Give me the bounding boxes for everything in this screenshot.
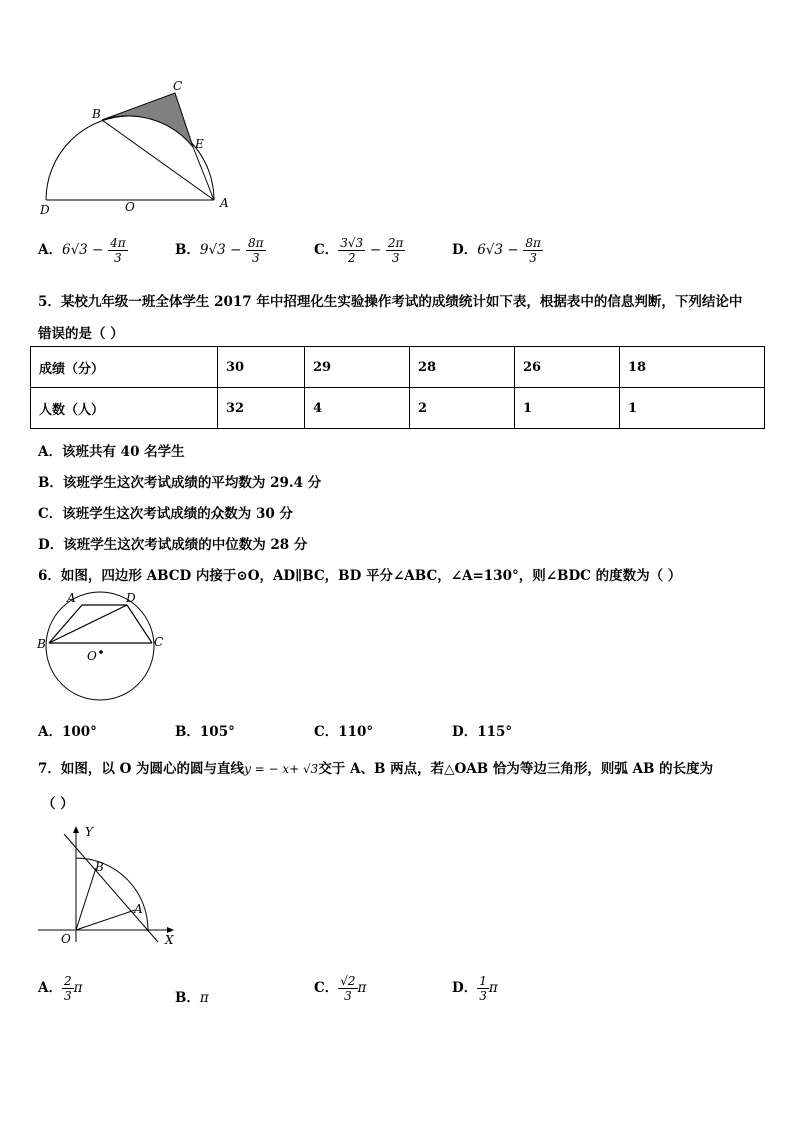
segment-OB xyxy=(76,868,96,930)
q5-option-a[interactable]: A．该班共有 40 名学生 xyxy=(38,444,185,460)
label-O: O xyxy=(87,649,97,663)
q7-option-d[interactable]: D． $\frac{1}{3}$ π xyxy=(452,974,498,1003)
y-axis-arrow xyxy=(73,826,79,833)
q4-option-d[interactable]: D．6√3 − $\frac{8\pi}{3}$ xyxy=(452,236,541,265)
table-cell: 29 xyxy=(305,347,410,388)
q6-stem: 6．如图，四边形 ABCD 内接于⊙O，AD∥BC，BD 平分∠ABC，∠A=130°，则∠BDC 的度数为（ ） xyxy=(38,568,682,584)
q5-stem-line2: 错误的是（ ） xyxy=(38,326,124,342)
q7-equation: y = − x+ √3 xyxy=(244,762,319,776)
label-B: B xyxy=(95,860,104,874)
q5-option-c[interactable]: C．该班学生这次考试成绩的众数为 30 分 xyxy=(38,506,293,522)
table-cell: 26 xyxy=(515,347,620,388)
semicircle-arc xyxy=(46,116,214,200)
q5-option-b[interactable]: B．该班学生这次考试成绩的平均数为 29.4 分 xyxy=(38,475,322,491)
segment-BD xyxy=(49,605,127,643)
q6-option-d[interactable]: D．115° xyxy=(452,724,513,740)
grades-table xyxy=(30,346,765,429)
label-B: B xyxy=(92,107,101,121)
table-cell: 30 xyxy=(218,347,305,388)
q6-figure xyxy=(34,588,174,710)
label-C: C xyxy=(154,635,164,649)
table-cell: 2 xyxy=(410,388,515,429)
label-D: D xyxy=(40,203,50,217)
table-cell: 18 xyxy=(620,347,765,388)
q7-stem-post: 交于 A、B 两点，若△OAB 恰为等边三角形，则弧 AB 的长度为 xyxy=(318,761,714,777)
segment-OA xyxy=(76,910,135,930)
table-cell: 1 xyxy=(620,388,765,429)
center-dot xyxy=(99,650,103,654)
segment-AB xyxy=(49,605,82,643)
label-O: O xyxy=(125,200,135,214)
segment-DC xyxy=(127,605,152,643)
q5-stem-line1: 5．某校九年级一班全体学生 2017 年中招理化生实验操作考试的成绩统计如下表，根据表中的信息判断，下列结论中 xyxy=(38,294,743,310)
q4-option-c[interactable]: C． $\frac{3√3}{2}$ − $\frac{2\pi}{3}$ xyxy=(314,236,404,265)
q7-option-c[interactable]: C． $\frac{√2}{3}$ π xyxy=(314,974,367,1003)
q7-stem-line2: （ ） xyxy=(42,796,74,812)
table-row-scores xyxy=(31,347,765,388)
q6-option-b[interactable]: B．105° xyxy=(175,724,235,740)
chord-BA xyxy=(102,120,214,200)
label-D: D xyxy=(126,591,136,605)
q4-option-b[interactable]: B．9√3 − $\frac{8\pi}{3}$ xyxy=(175,236,264,265)
q6-option-a[interactable]: A．100° xyxy=(38,724,97,740)
label-X: X xyxy=(165,933,174,947)
line-l xyxy=(64,834,158,942)
q6-option-c[interactable]: C．110° xyxy=(314,724,374,740)
label-E: E xyxy=(195,137,204,151)
q7-option-a[interactable]: A． $\frac{2}{3}$ π xyxy=(38,974,83,1003)
table-cell: 成绩（分） xyxy=(31,347,218,388)
table-cell: 人数（人） xyxy=(31,388,218,429)
table-cell: 4 xyxy=(305,388,410,429)
table-cell: 32 xyxy=(218,388,305,429)
shaded-region xyxy=(102,93,193,147)
q4-figure xyxy=(30,75,250,225)
q7-stem xyxy=(38,757,713,777)
label-A: A xyxy=(134,902,143,916)
circle-arc xyxy=(76,858,148,930)
circle-o xyxy=(46,592,154,700)
q7-figure xyxy=(34,822,184,950)
table-cell: 28 xyxy=(410,347,515,388)
q7-option-b[interactable]: B．π xyxy=(175,990,209,1006)
label-O: O xyxy=(61,932,71,946)
label-C: C xyxy=(173,79,183,93)
table-row-counts xyxy=(31,388,765,429)
label-Y: Y xyxy=(85,825,93,839)
label-A: A xyxy=(220,196,229,210)
table-cell: 1 xyxy=(515,388,620,429)
label-A: A xyxy=(67,591,76,605)
label-B: B xyxy=(37,637,46,651)
q5-option-d[interactable]: D．该班学生这次考试成绩的中位数为 28 分 xyxy=(38,537,308,553)
q7-stem-pre: 7．如图，以 O 为圆心的圆与直线 xyxy=(38,761,245,777)
q4-option-a[interactable]: A．6√3 − $\frac{4\pi}{3}$ xyxy=(38,236,126,265)
